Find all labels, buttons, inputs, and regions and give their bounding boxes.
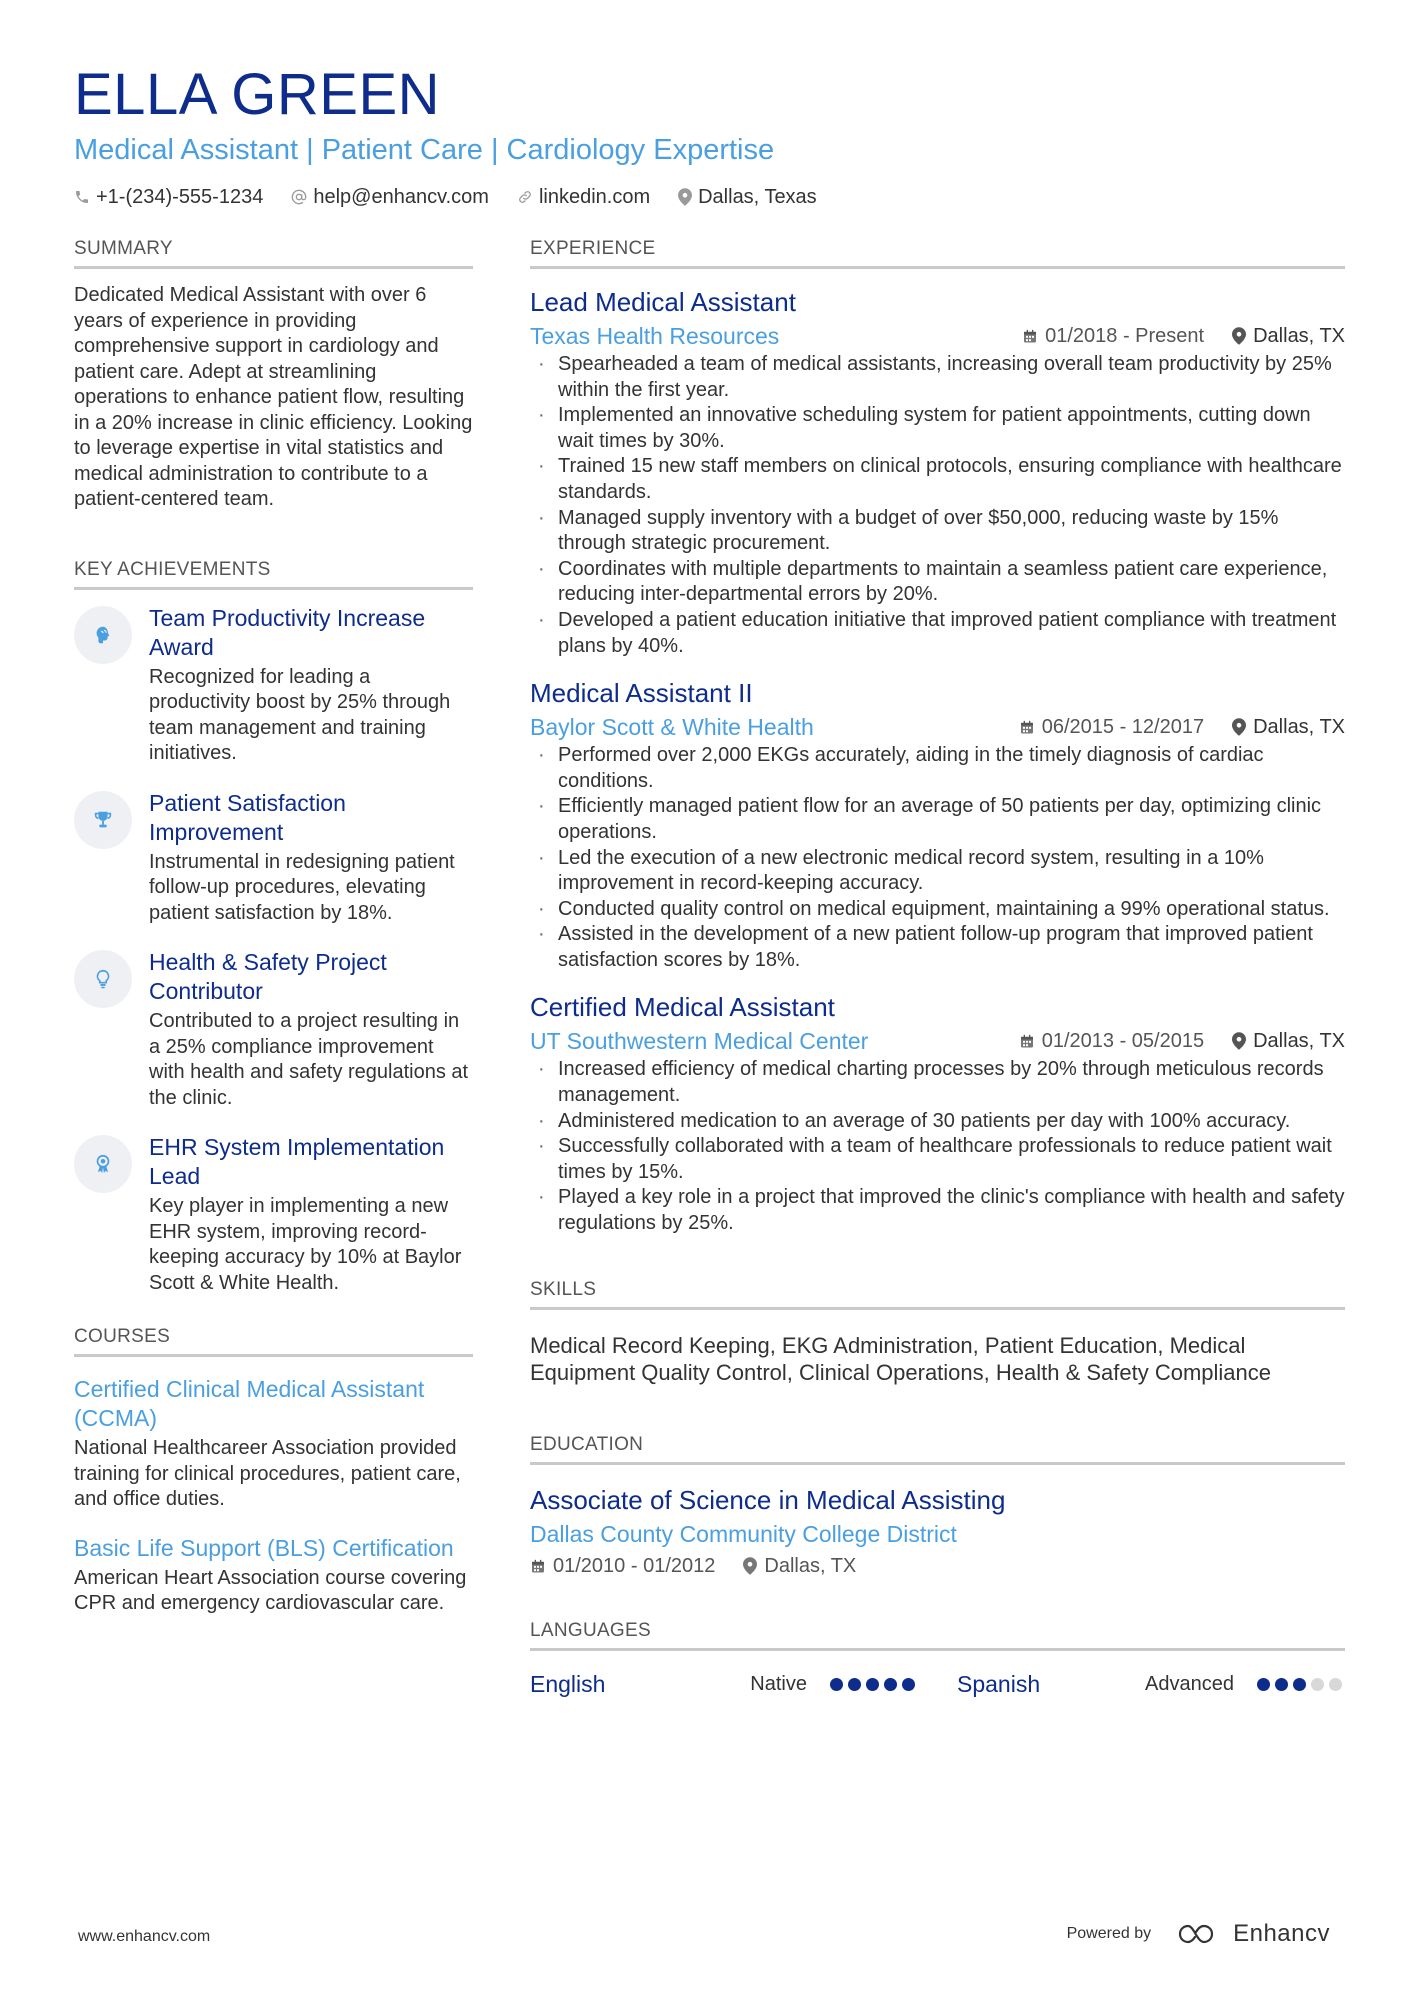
job-bullet: · Performed over 2,000 EKGs accurately, aiding in the timely diagnosis of cardiac conditions. <box>530 743 1345 794</box>
education-dates: 01/2010 - 01/2012 <box>553 1554 716 1577</box>
powered-by-label: Powered by <box>1066 1925 1152 1942</box>
job-title: Certified Medical Assistant <box>530 992 835 1023</box>
rating-dot-empty <box>1329 1678 1342 1691</box>
calendar-icon <box>1019 1033 1035 1050</box>
rating-dot-filled <box>1275 1678 1288 1691</box>
link-icon <box>517 189 533 205</box>
language-item <box>957 1671 1342 1698</box>
contact-bar <box>74 184 1344 210</box>
languages-section <box>530 1618 1345 1698</box>
job-entry <box>530 990 1345 1236</box>
contact-linkedin[interactable] <box>517 186 650 209</box>
job-bullet: · Efficiently managed patient flow for an average of 50 patients per day, optimizing clinic operations. <box>530 794 1345 845</box>
location-pin-icon <box>1232 1032 1246 1050</box>
languages-heading: LANGUAGES <box>530 1618 1345 1651</box>
skills-text: Medical Record Keeping, EKG Administration, Patient Education, Medical Equipment Quality Control, Clinical Operations, Health & Safety Compliance <box>530 1332 1272 1385</box>
course-desc: National Healthcareer Association provided training for clinical procedures, patient care, and office duties. <box>74 1437 461 1510</box>
rating-dot-filled <box>830 1678 843 1691</box>
rating-dot-filled <box>1293 1678 1306 1691</box>
contact-email[interactable] <box>291 186 489 209</box>
job-bullet: · Led the execution of a new electronic medical record system, resulting in a 10% improvement in record-keeping accuracy. <box>530 846 1345 897</box>
footer-branding <box>1067 1920 1330 1948</box>
job-dates: 01/2018 - Present <box>1045 324 1205 347</box>
courses-heading: COURSES <box>74 1324 473 1357</box>
job-bullet: · Coordinates with multiple departments to maintain a seamless patient care experience, reducing inter-departmental errors by 20%. <box>530 557 1345 608</box>
rating-dot-filled <box>902 1678 915 1691</box>
skills-section <box>530 1277 1345 1386</box>
language-level: Native <box>750 1672 807 1695</box>
skills-heading: SKILLS <box>530 1277 1345 1310</box>
enhancv-logo-icon <box>1177 1922 1223 1946</box>
calendar-icon <box>530 1558 546 1575</box>
company-name: UT Southwestern Medical Center <box>530 1027 869 1054</box>
brand-logo[interactable] <box>1177 1920 1330 1948</box>
brand-name: Enhancv <box>1233 1920 1330 1947</box>
job-entry <box>530 676 1345 973</box>
achievement-item <box>74 1133 473 1296</box>
achievement-desc: Key player in implementing a new EHR system, improving record-keeping accuracy by 10% at Baylor Scott & White Health. <box>149 1195 462 1294</box>
rating-dot-empty <box>1311 1678 1324 1691</box>
rating-dot-filled <box>1257 1678 1270 1691</box>
education-heading: EDUCATION <box>530 1432 1345 1465</box>
job-dates: 06/2015 - 12/2017 <box>1041 715 1205 738</box>
candidate-tagline: Medical Assistant | Patient Care | Cardiology Expertise <box>74 134 775 166</box>
school-name: Dallas County Community College District <box>530 1520 957 1547</box>
job-bullet: · Developed a patient education initiative that improved patient compliance with treatment plans by 40%. <box>530 608 1345 659</box>
achievement-item <box>74 604 473 767</box>
right-column <box>530 236 1345 1698</box>
lightbulb-icon <box>92 968 114 990</box>
language-item <box>530 1671 915 1698</box>
phone-text: +1-(234)-555-1234 <box>96 185 264 208</box>
job-bullet: · Successfully collaborated with a team of healthcare professionals to reduce patient wait times by 15%. <box>530 1134 1345 1185</box>
phone-icon <box>74 189 90 205</box>
course-item <box>74 1534 473 1617</box>
job-location: Dallas, TX <box>1253 1029 1345 1052</box>
achievement-title: Health & Safety Project Contributor <box>149 949 387 1004</box>
rating-dots <box>825 1678 915 1691</box>
job-bullets <box>530 1057 1345 1236</box>
job-bullet: · Spearheaded a team of medical assistants, increasing overall team productivity by 25% within the first year. <box>530 352 1345 403</box>
experience-heading: EXPERIENCE <box>530 236 1345 269</box>
location-pin-icon <box>1232 327 1246 345</box>
job-location: Dallas, TX <box>1253 324 1345 347</box>
achievements-section <box>74 557 473 1297</box>
trophy-icon <box>92 809 114 831</box>
job-bullets <box>530 352 1345 659</box>
contact-location <box>678 186 817 209</box>
achievements-heading: KEY ACHIEVEMENTS <box>74 557 473 590</box>
email-text[interactable]: help@enhancv.com <box>313 185 489 208</box>
experience-section <box>530 236 1345 1237</box>
job-bullets <box>530 743 1345 973</box>
job-bullet: · Managed supply inventory with a budget of over $50,000, reducing waste by 15% through strategic procurement. <box>530 506 1345 557</box>
at-icon <box>291 189 307 205</box>
rating-dot-filled <box>848 1678 861 1691</box>
summary-heading: SUMMARY <box>74 236 473 269</box>
course-title: Certified Clinical Medical Assistant (CCMA) <box>74 1376 425 1431</box>
location-pin-icon <box>743 1557 757 1575</box>
job-bullet: · Trained 15 new staff members on clinical protocols, ensuring compliance with healthcare standards. <box>530 454 1345 505</box>
language-name: English <box>530 1670 606 1697</box>
calendar-icon <box>1019 719 1035 736</box>
job-bullet: · Implemented an innovative scheduling system for patient appointments, cutting down wait times by 30%. <box>530 403 1345 454</box>
rating-dot-filled <box>866 1678 879 1691</box>
language-level: Advanced <box>1145 1672 1234 1695</box>
achievement-desc: Recognized for leading a productivity boost by 25% through team management and training initiatives. <box>149 665 451 764</box>
achievement-item <box>74 948 473 1111</box>
job-bullet: · Played a key role in a project that improved the clinic's compliance with health and safety regulations by 25%. <box>530 1185 1345 1236</box>
company-name: Baylor Scott & White Health <box>530 713 814 740</box>
candidate-name: ELLA GREEN <box>74 62 441 127</box>
course-desc: American Heart Association course covering CPR and emergency cardiovascular care. <box>74 1566 467 1614</box>
job-bullet: · Assisted in the development of a new patient follow-up program that improved patient satisfaction scores by 18%. <box>530 922 1345 973</box>
course-item <box>74 1375 473 1513</box>
contact-phone <box>74 186 263 209</box>
resume-header <box>74 62 1344 210</box>
location-pin-icon <box>1232 718 1246 736</box>
footer-website[interactable]: www.enhancv.com <box>78 1928 211 1945</box>
summary-section <box>74 236 473 513</box>
linkedin-text[interactable]: linkedin.com <box>538 185 651 208</box>
job-location: Dallas, TX <box>1253 715 1345 738</box>
achievement-title: Patient Satisfaction Improvement <box>149 789 346 845</box>
left-column <box>74 236 473 1617</box>
course-title: Basic Life Support (BLS) Certification <box>74 1534 454 1561</box>
courses-section <box>74 1324 473 1617</box>
achievement-desc: Instrumental in redesigning patient follow-up procedures, elevating patient satisfaction by 18%. <box>149 850 455 924</box>
job-bullet: · Conducted quality control on medical equipment, maintaining a 99% operational status. <box>530 897 1345 923</box>
job-title: Lead Medical Assistant <box>530 287 796 317</box>
education-section <box>530 1432 1345 1578</box>
award-icon <box>92 1153 114 1175</box>
job-dates: 01/2013 - 05/2015 <box>1041 1029 1205 1052</box>
brain-icon <box>92 624 114 646</box>
job-title: Medical Assistant II <box>530 678 753 709</box>
job-bullet: · Administered medication to an average of 30 patients per day with 100% accuracy. <box>530 1109 1345 1135</box>
job-entry <box>530 285 1345 659</box>
job-bullet: · Increased efficiency of medical charting processes by 20% through meticulous records management. <box>530 1057 1345 1108</box>
rating-dots <box>1252 1678 1342 1691</box>
rating-dot-filled <box>884 1678 897 1691</box>
company-name: Texas Health Resources <box>530 322 780 349</box>
calendar-icon <box>1022 328 1038 345</box>
degree-title: Associate of Science in Medical Assisting <box>530 1484 1006 1515</box>
achievement-item <box>74 789 473 927</box>
summary-text: Dedicated Medical Assistant with over 6 years of experience in providing comprehensive support in cardiology and patient care. Adept at streamlining operations to enhance patient flow, resulting in a 20% increase in clinic efficiency. Looking to leverage expertise in vital statistics and medical administration to contribute to a patient-centered team. <box>74 284 473 510</box>
achievement-title: Team Productivity Increase Award <box>149 604 426 660</box>
achievement-title: EHR System Implementation Lead <box>149 1134 445 1189</box>
location-pin-icon <box>678 188 692 206</box>
education-location: Dallas, TX <box>764 1554 857 1577</box>
achievement-desc: Contributed to a project resulting in a 25% compliance improvement with health and safety regulations at the clinic. <box>149 1010 469 1109</box>
location-text: Dallas, Texas <box>698 185 817 208</box>
language-name: Spanish <box>957 1670 1041 1697</box>
